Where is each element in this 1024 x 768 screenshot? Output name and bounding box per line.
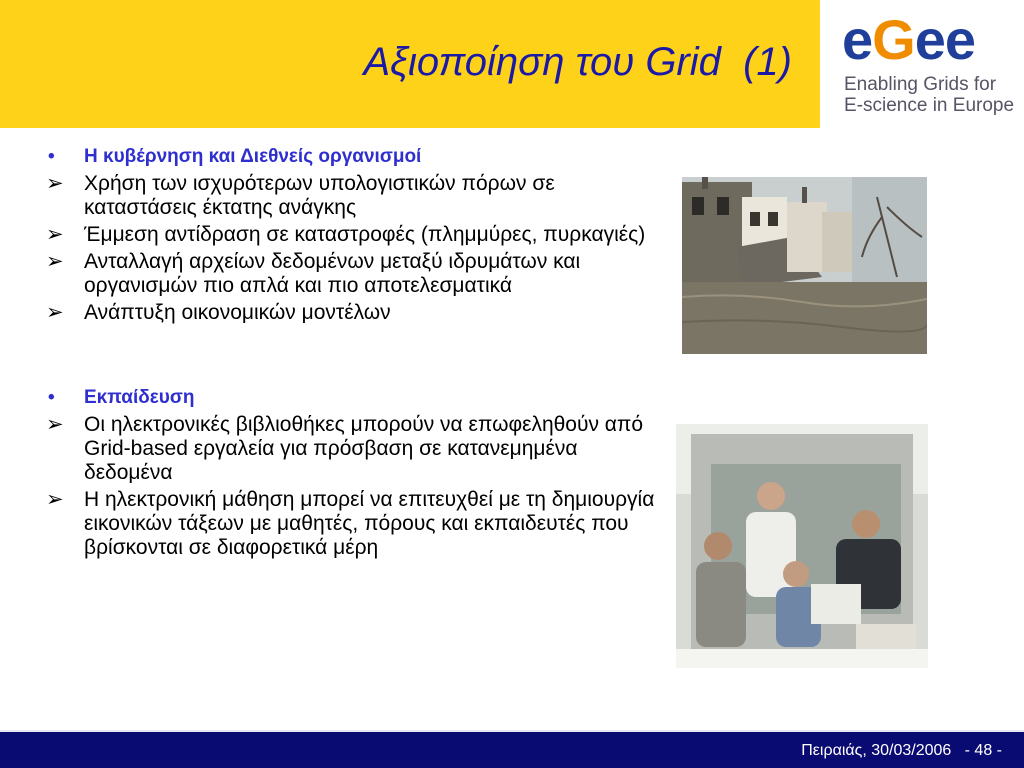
footer-text: Πειραιάς, 30/03/2006 - 48 -: [801, 742, 1002, 759]
egee-logo: [820, 0, 1024, 128]
arrow-bullet-icon: ➢: [46, 223, 64, 246]
list-item: ➢ Η ηλεκτρονική μάθηση μπορεί να επιτευχθεί με τη δημιουργία εικονικών τάξεων με μαθητές, πόρους και εκπαιδευτές που βρίσκονται σε διαφορετικά μέρη: [46, 488, 655, 559]
slide-title: Αξιοποίηση του Grid (1): [363, 40, 792, 84]
bullet-icon: •: [48, 146, 55, 167]
section-heading: • Η κυβέρνηση και Διεθνείς οργανισμοί: [48, 146, 422, 167]
arrow-bullet-icon: ➢: [46, 413, 64, 436]
logo-tagline-line2: E-science in Europe: [844, 95, 1015, 116]
list-item: ➢ Ανταλλαγή αρχείων δεδομένων μεταξύ ιδρυμάτων και οργανισμών πιο απλά και πιο αποτελεσματικά: [46, 250, 581, 297]
flood-photo: [682, 177, 927, 354]
bullet-icon: •: [48, 387, 55, 408]
logo-wordmark: eGee: [842, 8, 976, 71]
list-item: ➢ Χρήση των ισχυρότερων υπολογιστικών πόρων σε καταστάσεις έκτατης ανάγκης: [46, 172, 555, 219]
list-item: ➢ Οι ηλεκτρονικές βιβλιοθήκες μπορούν να επωφεληθούν από Grid-based εργαλεία για πρόσβαση σε κατανεμημένα δεδομένα: [46, 413, 644, 484]
logo-tagline-line1: Enabling Grids for: [844, 74, 997, 95]
arrow-bullet-icon: ➢: [46, 250, 64, 273]
logo-tagline: [844, 74, 1014, 116]
arrow-bullet-icon: ➢: [46, 301, 64, 324]
slide-content: [46, 145, 656, 563]
title-bar: [0, 0, 820, 128]
list-item: ➢ Ανάπτυξη οικονομικών μοντέλων: [46, 301, 391, 324]
arrow-bullet-icon: ➢: [46, 172, 64, 195]
arrow-bullet-icon: ➢: [46, 488, 64, 511]
footer-bar: [0, 730, 1024, 768]
section-heading: • Εκπαίδευση: [48, 387, 195, 408]
list-item: ➢ Έμμεση αντίδραση σε καταστροφές (πλημμύρες, πυρκαγιές): [46, 223, 646, 246]
classroom-photo: [676, 424, 928, 668]
